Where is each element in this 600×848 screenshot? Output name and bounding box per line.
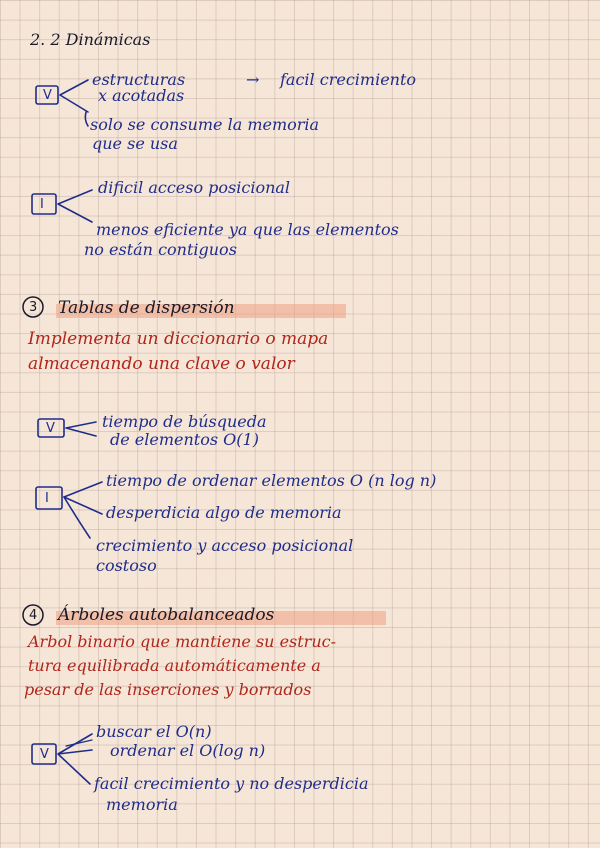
note-line: tiempo de búsqueda <box>102 412 267 431</box>
section-number: 3 <box>29 300 38 315</box>
advantages-marker: V <box>43 88 52 103</box>
note-line: buscar el O(n) <box>96 722 212 741</box>
note-line: solo se consume la memoria <box>90 115 320 134</box>
section-title: Árboles autobalanceados <box>58 605 275 625</box>
disadvantages-marker: I <box>45 491 49 506</box>
note-line: memoria <box>106 795 178 814</box>
note-line: desperdicia algo de memoria <box>106 503 342 522</box>
definition-line: almacenando una clave o valor <box>28 354 295 374</box>
note-line: tiempo de ordenar elementos O (n log n) <box>106 471 437 490</box>
note-line: x acotadas <box>98 86 185 105</box>
disadvantages-marker: I <box>40 197 44 212</box>
advantages-marker: V <box>40 747 49 762</box>
section-title: Tablas de dispersión <box>58 298 235 318</box>
section-number: 4 <box>29 608 38 623</box>
note-line: menos eficiente ya que las elementos <box>96 220 399 239</box>
definition-line: tura equilibrada automáticamente a <box>28 656 321 675</box>
note-line: facil crecimiento y no desperdicia <box>94 774 369 793</box>
section-heading: 2. 2 Dinámicas <box>30 30 151 49</box>
note-line: ordenar el O(log n) <box>110 741 266 760</box>
note-line: que se usa <box>92 134 178 153</box>
definition-line: pesar de las inserciones y borrados <box>24 680 312 699</box>
advantages-marker: V <box>46 421 55 436</box>
note-line: dificil acceso posicional <box>98 178 291 197</box>
note-line: costoso <box>96 556 157 575</box>
note-line: de elementos O(1) <box>110 430 259 449</box>
arrow-glyph: → <box>246 70 260 89</box>
definition-line: Arbol binario que mantiene su estruc- <box>28 632 336 651</box>
note-line: no están contiguos <box>84 240 237 259</box>
note-line: crecimiento y acceso posicional <box>96 536 354 555</box>
note-line: facil crecimiento <box>280 70 417 89</box>
note-line: estructuras <box>92 70 186 89</box>
definition-line: Implementa un diccionario o mapa <box>28 329 329 349</box>
